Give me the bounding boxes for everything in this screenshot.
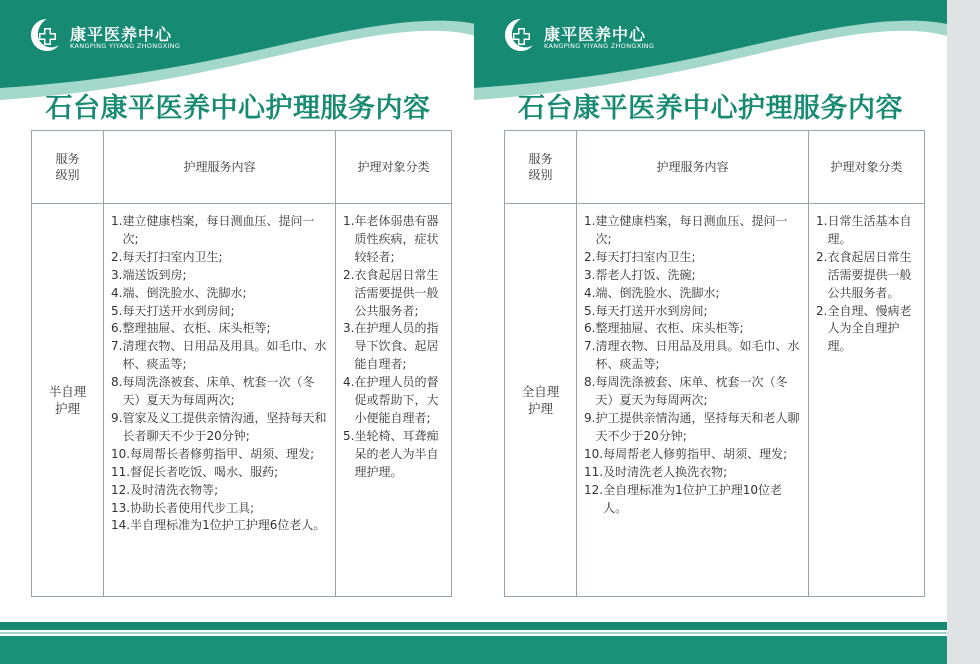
- list-item-number: 6.: [584, 321, 596, 336]
- list-item-number: 11.: [584, 464, 604, 479]
- list-item-number: 9.: [111, 410, 123, 425]
- list-item-number: 4.: [584, 285, 596, 300]
- footer-band: [0, 636, 476, 664]
- list-item-number: 2.: [584, 249, 596, 264]
- service-table: [504, 130, 925, 597]
- list-item-number: 2.: [343, 267, 355, 282]
- list-item-text: 衣食起居日常生活需要提供一般公共服务者;: [354, 267, 439, 318]
- target-category-cell: [809, 204, 925, 597]
- list-item-text: 管家及义工提供亲情沟通，坚持每天和长者聊天不少于20分钟;: [122, 410, 327, 443]
- page-title: 石台康平医养中心护理服务内容: [45, 93, 431, 124]
- list-item: [584, 338, 803, 374]
- list-item-number: 4.: [343, 375, 355, 390]
- list-item-text: 坐轮椅、耳聋痴呆的老人为半自理护理。: [354, 428, 439, 479]
- header-target-category: 护理对象分类: [809, 131, 925, 204]
- list-item: [816, 303, 920, 357]
- list-item: [111, 303, 330, 321]
- list-item-number: 11.: [111, 464, 131, 479]
- list-item-text: 全自理标准为1位护工护理10位老人。: [603, 482, 782, 515]
- list-item: [584, 410, 803, 446]
- brand-pinyin: KANGPING YIYANG ZHONGXING: [544, 42, 655, 50]
- list-item: [111, 320, 330, 338]
- list-item-text: 端、倒洗脸水、洗脚水;: [595, 285, 720, 300]
- header-service-level: 服务 级别: [505, 131, 577, 204]
- list-item: [816, 213, 920, 249]
- list-item-text: 半自理标准为1位护工护理6位老人。: [130, 518, 326, 533]
- list-item-text: 帮老人打饭、洗碗;: [595, 267, 696, 282]
- list-item-number: 3.: [584, 267, 596, 282]
- list-item: [111, 500, 330, 518]
- service-content-cell: [104, 204, 336, 597]
- footer-stripe: [0, 622, 476, 630]
- list-item-number: 5.: [584, 303, 596, 318]
- list-item: [584, 482, 803, 518]
- list-item-text: 在护理人员的督促或帮助下，大小便能自理者;: [354, 375, 439, 425]
- poster-panel-right: [474, 0, 947, 664]
- list-item-number: 2.: [816, 303, 828, 318]
- table-header-row: [505, 131, 925, 204]
- medical-cross-logo-icon: [504, 18, 538, 52]
- content-list: [578, 213, 807, 517]
- list-item-text: 每周洗涤被套、床单、枕套一次（冬天）夏天为每周两次;: [595, 375, 788, 408]
- list-item-number: 2.: [816, 249, 828, 264]
- content-list: [105, 213, 334, 535]
- list-item-number: 1.: [816, 214, 828, 228]
- brand-name: 康平医养中心: [70, 25, 173, 44]
- list-item: [584, 446, 803, 464]
- list-item: [111, 285, 330, 303]
- list-item-number: 2.: [111, 249, 123, 264]
- list-item: [584, 285, 803, 303]
- list-item: [111, 338, 330, 374]
- list-item-number: 1.: [584, 214, 596, 228]
- list-item-number: 5.: [111, 303, 123, 318]
- list-item-text: 每周洗涤被套、床单、枕套一次（冬天）夏天为每周两次;: [122, 375, 315, 408]
- list-item-number: 3.: [111, 267, 123, 282]
- medical-cross-logo-icon: [30, 18, 64, 52]
- list-item: [111, 374, 330, 410]
- list-item-text: 每天打送开水到房间;: [122, 303, 235, 318]
- header-service-level: 服务 级别: [32, 131, 104, 204]
- list-item: [816, 249, 920, 303]
- footer-thin-stripe: [0, 632, 476, 634]
- list-item: [584, 303, 803, 321]
- list-item-text: 每天打送开水到房间;: [595, 303, 708, 318]
- list-item: [343, 267, 447, 321]
- list-item: [584, 374, 803, 410]
- list-item-text: 建立健康档案，每日测血压、提问一次;: [122, 214, 315, 246]
- list-item-text: 年老体弱患有器质性疾病，症状较轻者;: [354, 214, 439, 264]
- poster-panel-left: [0, 0, 476, 664]
- footer-stripe: [474, 622, 947, 630]
- list-item-text: 建立健康档案，每日测血压、提问一次;: [595, 214, 788, 246]
- target-list: [337, 213, 450, 482]
- list-item-text: 及时清洗衣物等;: [130, 482, 219, 497]
- target-category-cell: [336, 204, 452, 597]
- list-item-text: 端、倒洗脸水、洗脚水;: [122, 285, 247, 300]
- list-item-text: 整理抽屉、衣柜、床头柜等;: [122, 321, 271, 336]
- service-level-cell: 全自理 护理: [505, 204, 577, 597]
- list-item-text: 清理衣物、日用品及用具。如毛巾、水杯、痰盂等;: [122, 339, 327, 372]
- list-item: [584, 267, 803, 285]
- list-item-text: 端送饭到房;: [122, 267, 187, 282]
- list-item-number: 3.: [343, 321, 355, 336]
- list-item-text: 及时清洗老人换洗衣物;: [603, 464, 728, 479]
- list-item-number: 8.: [584, 375, 596, 390]
- service-level-cell: 半自理 护理: [32, 204, 104, 597]
- list-item-number: 6.: [111, 321, 123, 336]
- footer-band: [474, 636, 947, 664]
- page-title: 石台康平医养中心护理服务内容: [518, 93, 903, 124]
- list-item-text: 护工提供亲情沟通，坚持每天和老人聊天不少于20分钟;: [595, 410, 800, 443]
- list-item-text: 整理抽屉、衣柜、床头柜等;: [595, 321, 744, 336]
- list-item-number: 10.: [584, 446, 604, 461]
- list-item: [111, 410, 330, 446]
- list-item-text: 每周帮老人修剪指甲、胡须、理发;: [603, 446, 788, 461]
- header-target-category: 护理对象分类: [336, 131, 452, 204]
- list-item: [111, 464, 330, 482]
- list-item: [584, 249, 803, 267]
- list-item-text: 衣食起居日常生活需要提供一般公共服务者。: [827, 249, 912, 300]
- list-item-text: 在护理人员的指导下饮食、起居能自理者;: [354, 321, 439, 372]
- list-item-number: 9.: [584, 410, 596, 425]
- list-item: [343, 428, 447, 482]
- list-item: [111, 267, 330, 285]
- list-item: [111, 482, 330, 500]
- list-item-number: 8.: [111, 375, 123, 390]
- list-item-text: 每周帮长者修剪指甲、胡须、理发;: [130, 446, 315, 461]
- list-item: [343, 374, 447, 428]
- service-content-cell: [577, 204, 809, 597]
- list-item: [343, 320, 447, 374]
- list-item-text: 协助长者使用代步工具;: [130, 500, 255, 515]
- list-item: [111, 249, 330, 267]
- brand-name: 康平医养中心: [544, 25, 647, 44]
- list-item-number: 1.: [343, 214, 355, 228]
- footer-thin-stripe: [474, 632, 947, 634]
- list-item-number: 14.: [111, 518, 131, 533]
- target-list: [810, 213, 923, 356]
- service-table: [31, 130, 452, 597]
- table-row: [505, 204, 925, 597]
- list-item-text: 清理衣物、日用品及用具。如毛巾、水杯、痰盂等;: [595, 339, 800, 372]
- header-service-content: 护理服务内容: [577, 131, 809, 204]
- list-item-number: 12.: [111, 482, 131, 497]
- list-item-number: 13.: [111, 500, 131, 515]
- list-item-text: 全自理、慢病老人为全自理护理。: [827, 303, 912, 354]
- table-header-row: [32, 131, 452, 204]
- list-item: [584, 213, 803, 249]
- list-item-number: 1.: [111, 214, 123, 228]
- list-item-text: 每天打扫室内卫生;: [122, 249, 223, 264]
- list-item-text: 督促长者吃饭、喝水、服药;: [130, 464, 279, 479]
- list-item-text: 每天打扫室内卫生;: [595, 249, 696, 264]
- table-row: [32, 204, 452, 597]
- list-item-number: 4.: [111, 285, 123, 300]
- list-item-number: 7.: [584, 339, 596, 354]
- list-item-number: 7.: [111, 339, 123, 354]
- list-item: [584, 464, 803, 482]
- list-item: [111, 446, 330, 464]
- list-item: [584, 320, 803, 338]
- list-item-text: 日常生活基本自理。: [827, 214, 912, 246]
- list-item: [111, 213, 330, 249]
- list-item-number: 12.: [584, 482, 604, 497]
- list-item-number: 5.: [343, 428, 355, 443]
- list-item: [111, 517, 330, 535]
- header-service-content: 护理服务内容: [104, 131, 336, 204]
- list-item: [343, 213, 447, 267]
- brand-pinyin: KANGPING YIYANG ZHONGXING: [70, 42, 181, 50]
- list-item-number: 10.: [111, 446, 131, 461]
